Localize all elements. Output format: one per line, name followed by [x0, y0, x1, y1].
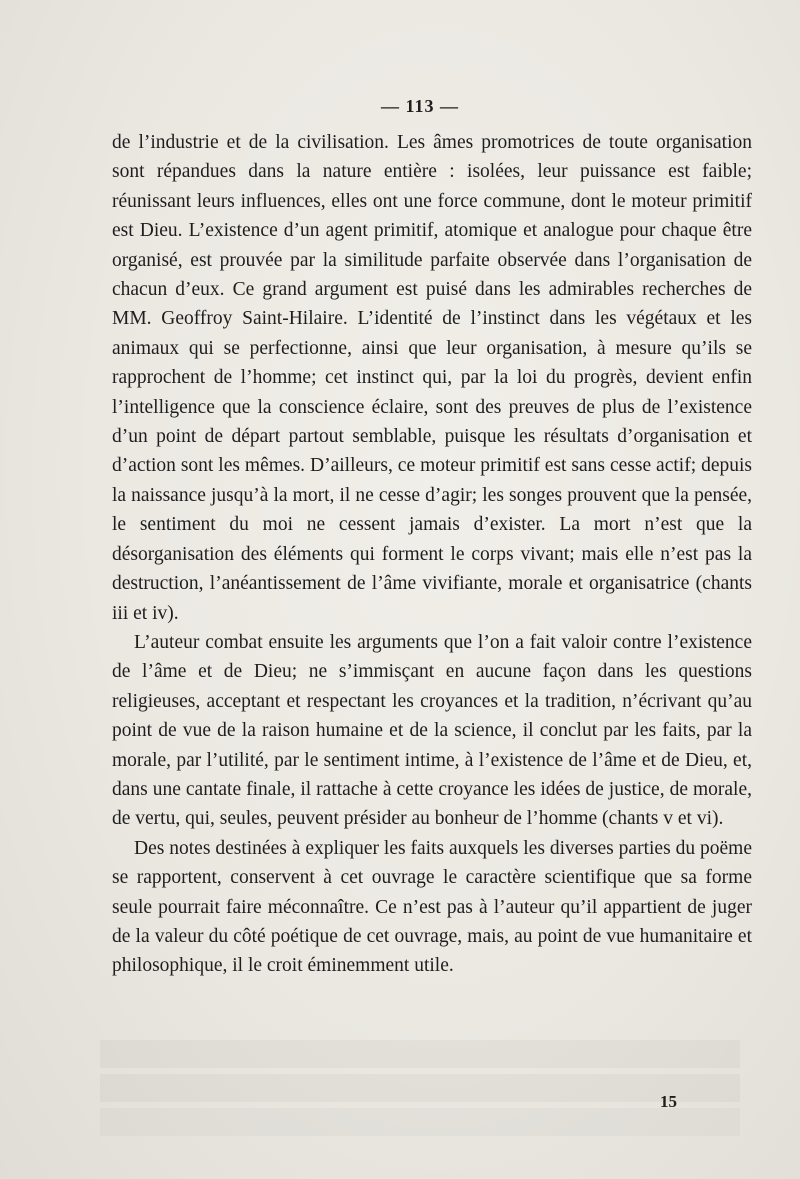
show-through-text — [100, 1040, 740, 1136]
paragraph-3: Des notes destinées à expliquer les faits auxquels les diverses parties du poëme se rapportent, conservent à cet ouvrage le caractère scientifique que sa forme seule pourrait faire méconnaître. Ce n’est pas à l’auteur qu’il appartient de juger de la valeur du côté poétique de cet ouvrage, mais, au point de vue humanitaire et philosophique, il le croit éminemment utile. — [112, 837, 752, 977]
paragraph-1: de l’industrie et de la civilisation. Les âmes promotrices de toute organisation sont répandues dans la nature entière : isolées, leur puissance est faible; réunissant leurs influences, elles ont une force commune, dont le moteur primitif est Dieu. L’existence d’un agent primitif, atomique et analogue pour chaque être organisé, est prouvée par la similitude parfaite observée dans l’organisation de chacun d’eux. Ce grand argument est puisé dans les admirables recherches de MM. Geoffroy Saint-Hilaire. L’identité de l’instinct dans les végétaux et les animaux qui se perfectionne, ainsi que leur organisation, à mesure qu’ils se rapprochent de l’homme; cet instinct qui, par la loi du progrès, devient enfin l’intelligence que la conscience éclaire, sont des preuves de plus de l’existence d’un point de départ partout semblable, puisque les résultats d’organisation et d’action sont les mêmes. D’ailleurs, ce moteur primitif est sans cesse actif; depuis la naissance jusqu’à la mort, il ne cesse d’agir; les songes prouvent que la pensée, le sentiment du moi ne cessent jamais d’exister. La mort n’est que la désorganisation des éléments qui forment le corps vivant; mais elle n’est pas la destruction, l’anéantissement de l’âme vivifiante, morale et organisatrice (chants iii et iv). — [112, 132, 752, 624]
page-number: — 113 — — [380, 96, 459, 116]
body-text — [112, 128, 752, 981]
signature-mark: 15 — [660, 1092, 677, 1111]
paragraph-2: L’auteur combat ensuite les arguments que l’on a fait valoir contre l’existence de l’âme et de Dieu; ne s’immisçant en aucune façon dans les questions religieuses, acceptant et respectant les croyances et la tradition, n’écrivant qu’au point de vue de la raison humaine et de la science, il conclut par les faits, par la morale, par l’utilité, par le sentiment intime, à l’existence de l’âme et de Dieu, et, dans une cantate finale, il rattache à cette croyance les idées de justice, de morale, de vertu, qui, seules, peuvent présider au bonheur de l’homme (chants v et vi). — [112, 631, 752, 830]
